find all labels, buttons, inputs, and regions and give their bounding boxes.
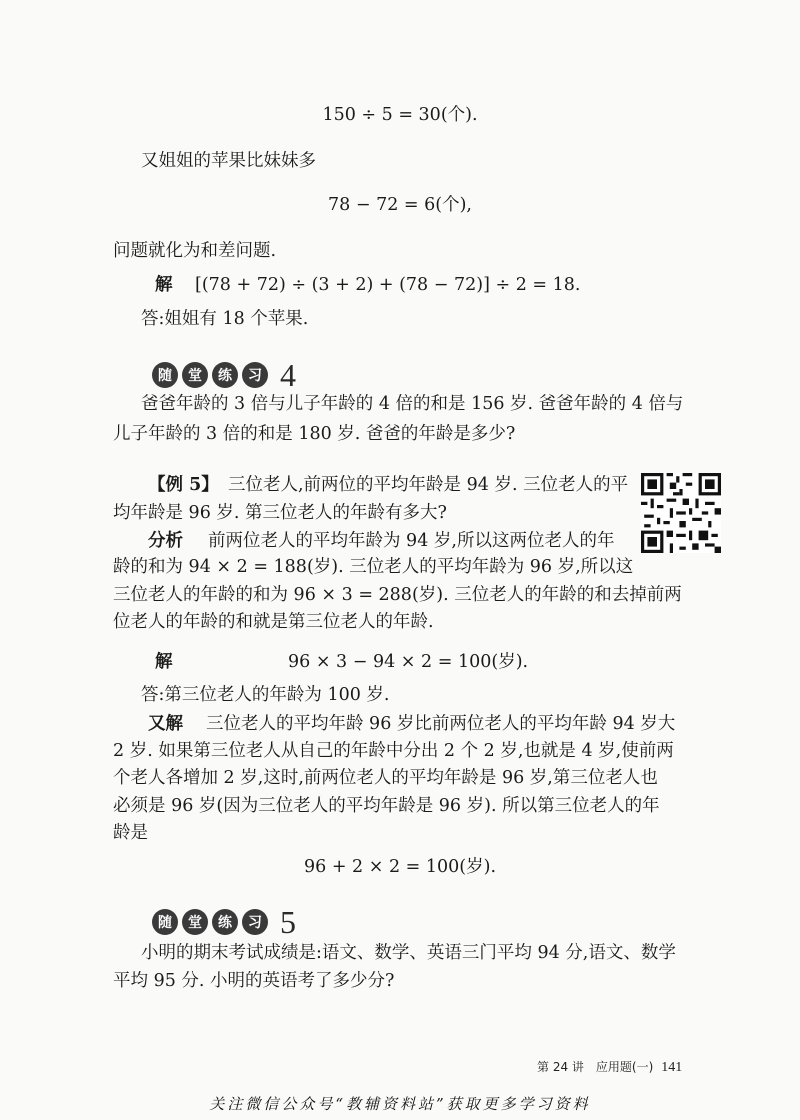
equation-line: 78 − 72 = 6(个), bbox=[328, 195, 472, 215]
practice-char-icon: 随 bbox=[152, 362, 178, 388]
chapter-label: 第 24 讲 应用题(一) bbox=[537, 1060, 654, 1074]
alt-solution-label: 又解 bbox=[148, 714, 183, 734]
practice-char-icon: 习 bbox=[242, 362, 268, 388]
answer-line: 答:第三位老人的年龄为 100 岁. bbox=[141, 685, 390, 705]
answer-line: 答:姐姐有 18 个苹果. bbox=[141, 309, 309, 329]
practice-char-icon: 练 bbox=[212, 362, 238, 388]
text-line: 均年龄是 96 岁. 第三位老人的年龄有多大? bbox=[113, 503, 447, 523]
practice-char-icon: 堂 bbox=[182, 362, 208, 388]
text-line: 爸爸年龄的 3 倍与儿子年龄的 4 倍的和是 156 岁. 爸爸年龄的 4 倍与 bbox=[141, 394, 684, 414]
text-line: 龄的和为 94 × 2 = 188(岁). 三位老人的平均年龄为 96 岁,所以这 bbox=[113, 557, 634, 577]
text-line: 位老人的年龄的和就是第三位老人的年龄. bbox=[113, 612, 434, 632]
text-line: 小明的期末考试成绩是:语文、数学、英语三门平均 94 分,语文、数学 bbox=[141, 943, 676, 963]
page-number: 141 bbox=[661, 1060, 683, 1075]
solution-label: 解 bbox=[155, 275, 173, 295]
practice-char-icon: 练 bbox=[212, 909, 238, 935]
text-line: 个老人各增加 2 岁,这时,前两位老人的平均年龄是 96 岁,第三位老人也 bbox=[113, 768, 658, 788]
promo-banner: 关注微信公众号“教辅资料站”获取更多学习资料 bbox=[209, 1095, 591, 1113]
text-line: 前两位老人的平均年龄为 94 岁,所以这两位老人的年 bbox=[208, 531, 615, 551]
text-line: 三位老人,前两位的平均年龄是 94 岁. 三位老人的平 bbox=[228, 475, 629, 495]
equation-line: 96 × 3 − 94 × 2 = 100(岁). bbox=[288, 652, 529, 672]
equation-line: 96 + 2 × 2 = 100(岁). bbox=[303, 857, 497, 877]
page-footer bbox=[537, 1058, 682, 1076]
text-line: 又姐姐的苹果比妹妹多 bbox=[141, 151, 316, 171]
solution-label: 解 bbox=[155, 652, 173, 672]
practice-header-4 bbox=[152, 359, 296, 391]
practice-char-icon: 习 bbox=[242, 909, 268, 935]
text-line: 必须是 96 岁(因为三位老人的平均年龄是 96 岁). 所以第三位老人的年 bbox=[113, 796, 660, 816]
text-line: 儿子年龄的 3 倍的和是 180 岁. 爸爸的年龄是多少? bbox=[113, 424, 516, 444]
text-line: 龄是 bbox=[113, 823, 148, 843]
practice-char-icon: 随 bbox=[152, 909, 178, 935]
equation-line: [(78 + 72) ÷ (3 + 2) + (78 − 72)] ÷ 2 = 18. bbox=[195, 275, 581, 295]
analysis-label: 分析 bbox=[148, 531, 183, 551]
practice-number: 4 bbox=[280, 357, 296, 393]
example-label: 【例 5】 bbox=[148, 475, 219, 495]
text-line: 2 岁. 如果第三位老人从自己的年龄中分出 2 个 2 岁,也就是 4 岁,使前两 bbox=[113, 741, 674, 761]
practice-number: 5 bbox=[280, 904, 296, 940]
text-line: 平均 95 分. 小明的英语考了多少分? bbox=[113, 971, 395, 991]
practice-char-icon: 堂 bbox=[182, 909, 208, 935]
text-line: 问题就化为和差问题. bbox=[113, 241, 277, 261]
text-line: 三位老人的平均年龄 96 岁比前两位老人的平均年龄 94 岁大 bbox=[206, 714, 676, 734]
text-line: 三位老人的年龄的和为 96 × 3 = 288(岁). 三位老人的年龄的和去掉前两 bbox=[113, 585, 682, 605]
practice-header-5 bbox=[152, 906, 296, 938]
qr-code-icon bbox=[641, 473, 721, 553]
equation-line: 150 ÷ 5 = 30(个). bbox=[322, 105, 478, 125]
